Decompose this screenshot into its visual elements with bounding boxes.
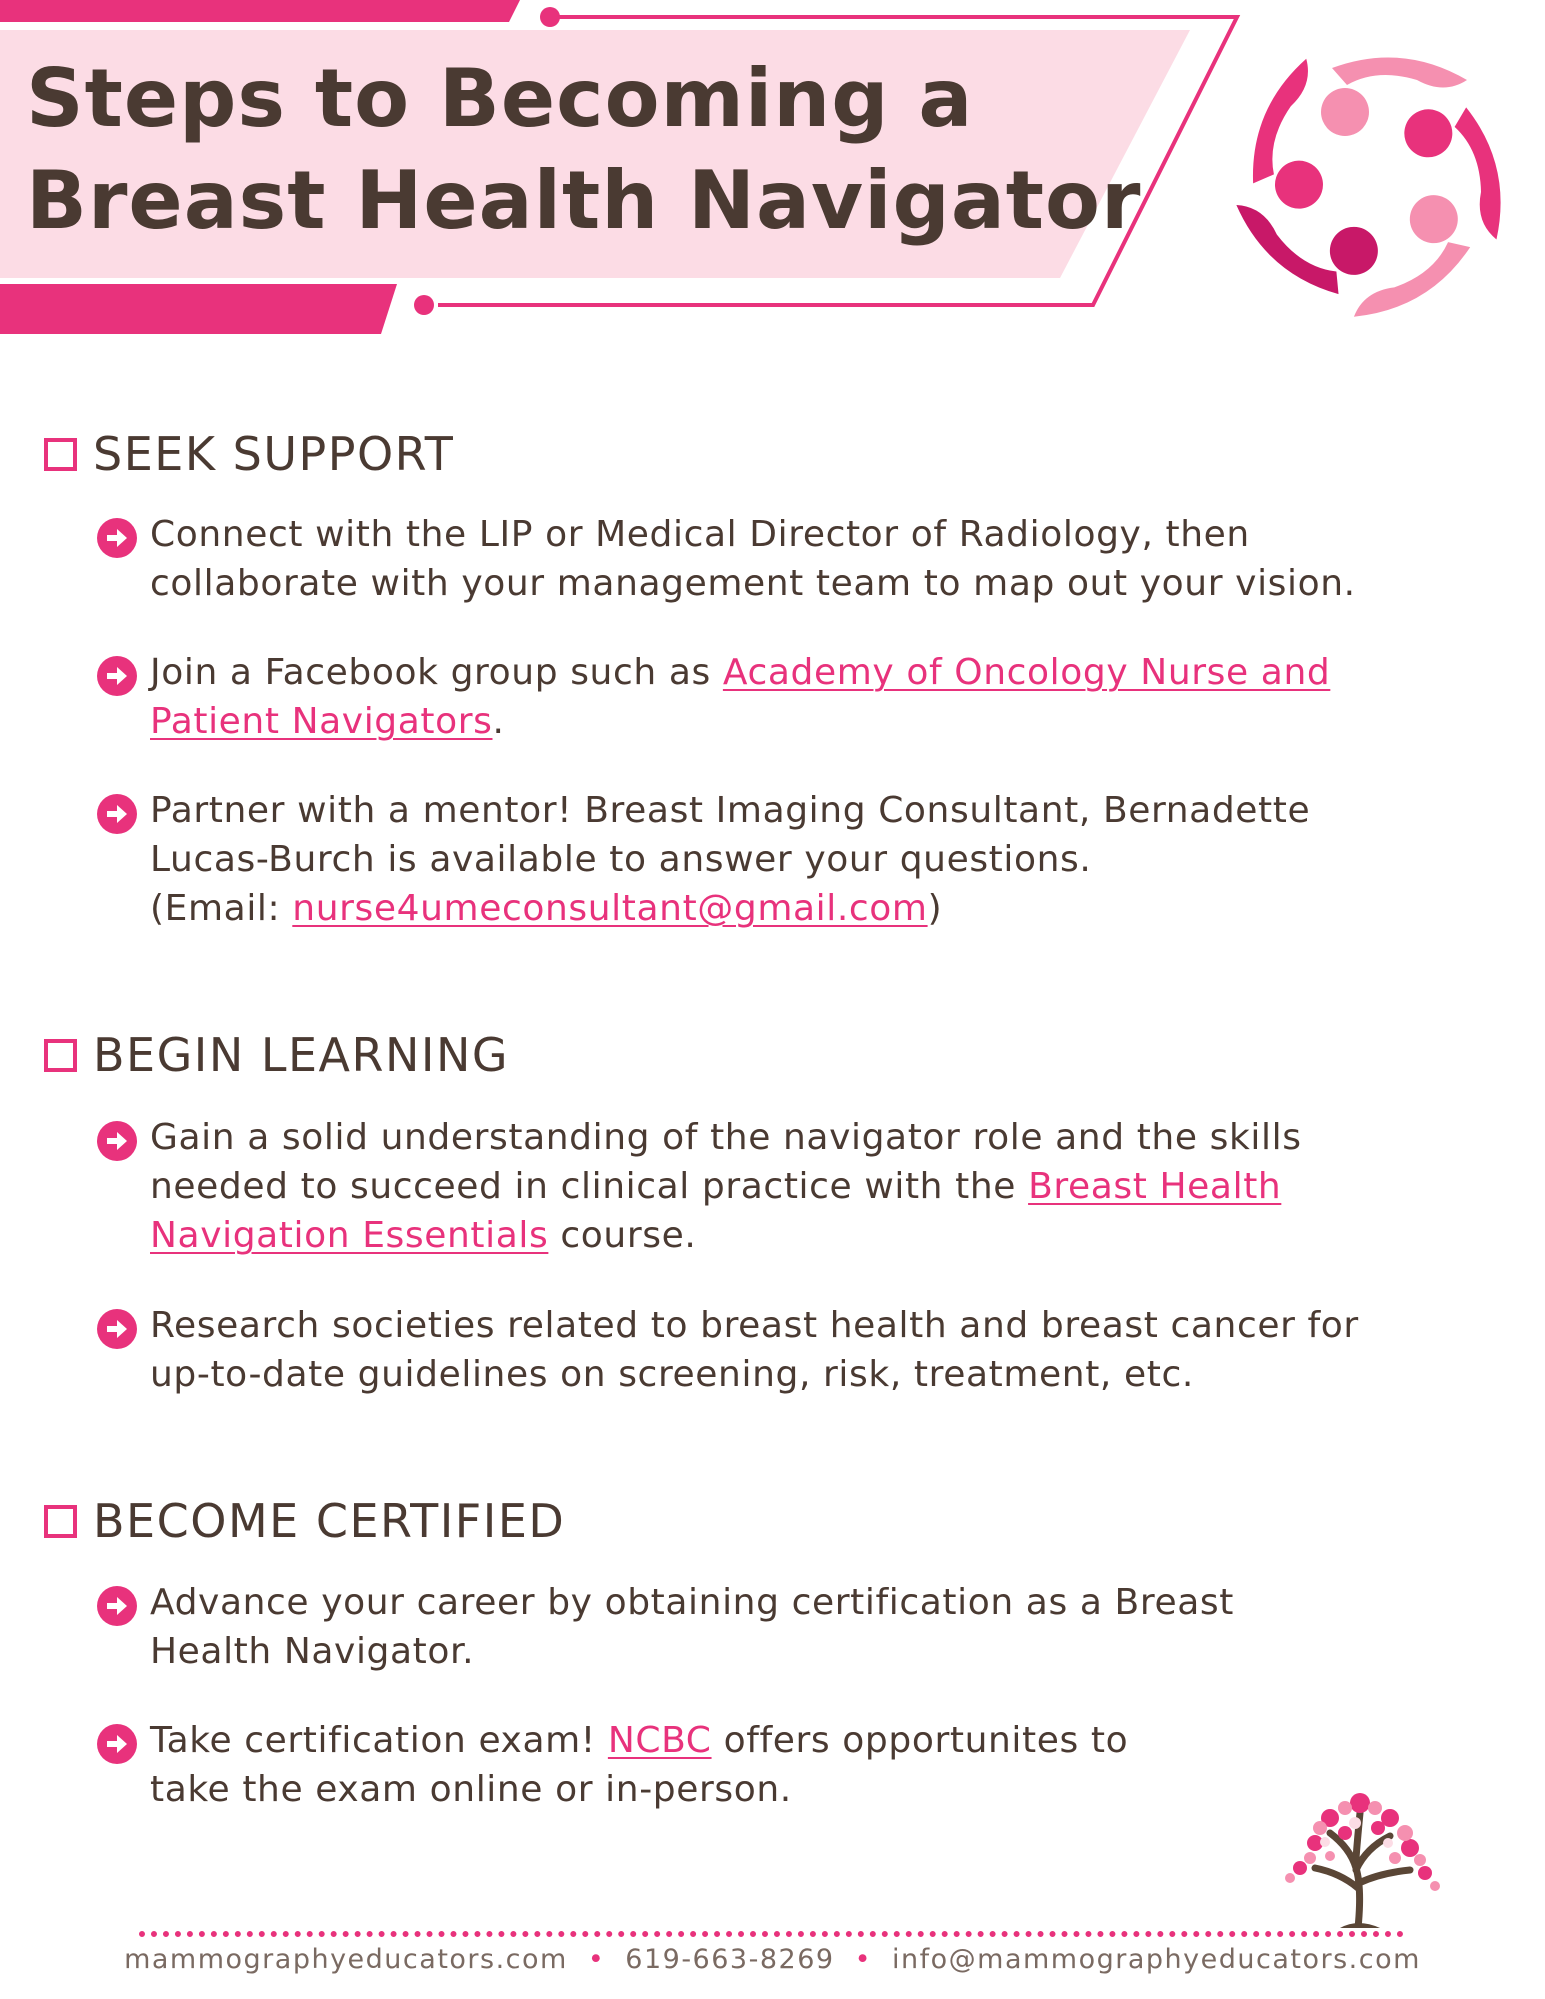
section-title: BECOME CERTIFIED (93, 1494, 566, 1548)
text: ) (927, 888, 943, 929)
arrow-right-icon (97, 794, 137, 834)
text: Take certification exam! (150, 1720, 608, 1761)
title-line-1: Steps to Becoming a (26, 52, 974, 145)
mentor-email-link[interactable]: nurse4umeconsultant@gmail.com (292, 888, 928, 929)
course-link[interactable]: Breast Health (1028, 1166, 1282, 1207)
checkbox[interactable] (44, 438, 77, 471)
section-seek-support (44, 429, 454, 479)
text: needed to succeed in clinical practice with the (150, 1166, 1029, 1207)
arrow-right-icon (97, 518, 137, 558)
page-title (26, 48, 1141, 252)
text-line: collaborate with your management team to map out your vision. (150, 563, 1356, 604)
item-text (150, 510, 1356, 608)
text-line: Advance your career by obtaining certification as a Breast (150, 1582, 1234, 1623)
footer-separator: • (854, 1944, 872, 1975)
footer-website-link[interactable]: mammographyeducators.com (124, 1944, 568, 1975)
footer (0, 1944, 1545, 1975)
text-line: Research societies related to breast health and breast cancer for (150, 1305, 1359, 1346)
footer-separator: • (587, 1944, 606, 1975)
text: . (492, 701, 505, 742)
text-line: Partner with a mentor! Breast Imaging Consultant, Bernadette (150, 790, 1311, 831)
section-become-certified (44, 1496, 565, 1546)
section-begin-learning (44, 1030, 509, 1080)
text-line: up-to-date guidelines on screening, risk, treatment, etc. (150, 1354, 1194, 1395)
blossom-tree-icon (1270, 1778, 1450, 1928)
list-item (97, 1113, 1497, 1260)
text: course. (548, 1215, 697, 1256)
section-title: BEGIN LEARNING (93, 1028, 510, 1082)
footer-email-link[interactable]: info@mammographyeducators.com (892, 1944, 1421, 1975)
text: (Email: (150, 888, 293, 929)
text: Join a Facebook group such as (150, 652, 723, 693)
ncbc-link[interactable]: NCBC (607, 1720, 712, 1761)
list-item (97, 510, 1497, 608)
section-title: SEEK SUPPORT (93, 427, 455, 481)
item-text (150, 1113, 1302, 1260)
arrow-right-icon (97, 1309, 137, 1349)
arrow-right-icon (97, 1121, 137, 1161)
list-item (97, 1301, 1497, 1399)
arrow-right-icon (97, 1586, 137, 1626)
people-circle-icon (1222, 40, 1522, 320)
text-line: Health Navigator. (150, 1631, 475, 1672)
item-text (150, 648, 1330, 746)
arrow-right-icon (97, 656, 137, 696)
checkbox[interactable] (44, 1505, 77, 1538)
text-line: Connect with the LIP or Medical Director of Radiology, then (150, 514, 1250, 555)
title-line-2: Breast Health Navigator (26, 154, 1142, 247)
text-line: Gain a solid understanding of the navigator role and the skills (150, 1117, 1302, 1158)
item-text (150, 1716, 1128, 1814)
checkbox[interactable] (44, 1039, 77, 1072)
footer-divider (139, 1931, 1404, 1937)
item-text (150, 786, 1310, 933)
text-line: take the exam online or in-person. (150, 1769, 792, 1810)
aonn-link[interactable]: Academy of Oncology Nurse and (722, 652, 1331, 693)
list-item (97, 1578, 1497, 1676)
footer-phone[interactable]: 619-663-8269 (625, 1944, 835, 1975)
item-text (150, 1301, 1359, 1399)
aonn-link-cont[interactable]: Patient Navigators (150, 701, 493, 742)
list-item (97, 648, 1497, 746)
text: offers opportunites to (711, 1720, 1129, 1761)
arrow-right-icon (97, 1724, 137, 1764)
text-line: Lucas-Burch is available to answer your questions. (150, 839, 1092, 880)
list-item (97, 786, 1497, 933)
course-link-cont[interactable]: Navigation Essentials (150, 1215, 549, 1256)
item-text (150, 1578, 1234, 1676)
